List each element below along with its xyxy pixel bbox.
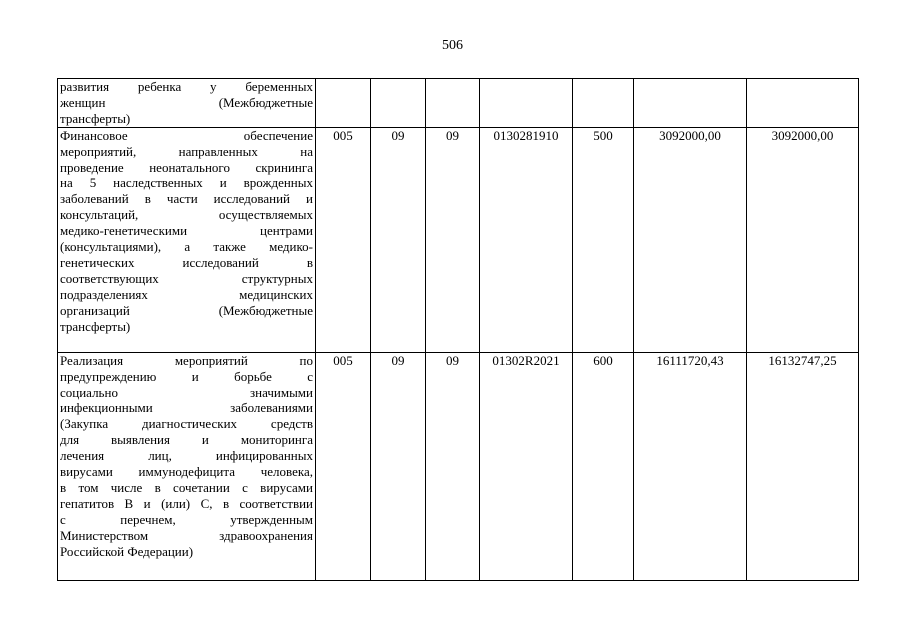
subsection-code: 09 <box>426 127 480 352</box>
budget-table <box>57 78 859 581</box>
expense-type-code <box>573 79 634 128</box>
description-line: консультаций, осуществляемых <box>60 207 313 223</box>
section-code: 09 <box>371 352 426 580</box>
description-line: развития ребенка у беременных <box>60 79 313 94</box>
description-line: вирусами иммунодефицита человека, <box>60 464 313 480</box>
description-line: лечения лиц, инфицированных <box>60 448 313 464</box>
table-row <box>58 352 859 580</box>
target-article-code: 0130281910 <box>480 127 573 352</box>
description-line: мероприятий, направленных на <box>60 143 313 159</box>
description-line: социально значимыми <box>60 384 313 400</box>
expense-description <box>58 352 316 580</box>
description-line: инфекционными заболеваниями <box>60 400 313 416</box>
description-line: в том числе в сочетании с вирусами <box>60 479 313 495</box>
ministry-code: 005 <box>316 352 371 580</box>
description-line: Реализация мероприятий по <box>60 352 313 368</box>
description-line: гепатитов В и (или) С, в соответствии <box>60 495 313 511</box>
page-number: 506 <box>442 38 463 53</box>
subsection-code: 09 <box>426 352 480 580</box>
description-line: соответствующих структурных <box>60 270 313 286</box>
amount-year1: 3092000,00 <box>634 127 747 352</box>
description-line: (консультациями), а также медико- <box>60 239 313 255</box>
expense-description <box>58 79 316 128</box>
amount-year1 <box>634 79 747 128</box>
table-row <box>58 79 859 128</box>
amount-year1: 16111720,43 <box>634 352 747 580</box>
description-line: Российской Федерации) <box>60 543 194 559</box>
description-line: трансферты) <box>60 318 131 334</box>
amount-year2 <box>747 79 859 128</box>
description-line: для выявления и мониторинга <box>60 432 313 448</box>
description-line: предупреждению и борьбе с <box>60 368 313 384</box>
subsection-code <box>426 79 480 128</box>
description-line: заболеваний в части исследований и <box>60 191 313 207</box>
expense-description <box>58 127 316 352</box>
description-line: трансферты) <box>60 110 131 126</box>
ministry-code: 005 <box>316 127 371 352</box>
amount-year2: 16132747,25 <box>747 352 859 580</box>
description-line: генетических исследований в <box>60 254 313 270</box>
description-line: организаций (Межбюджетные <box>60 302 313 318</box>
table-body <box>58 79 859 581</box>
description-line: на 5 наследственных и врожденных <box>60 175 313 191</box>
target-article-code <box>480 79 573 128</box>
description-line: Министерством здравоохранения <box>60 527 313 543</box>
description-line: подразделениях медицинских <box>60 286 313 302</box>
section-code <box>371 79 426 128</box>
description-line: медико-генетическими центрами <box>60 223 313 239</box>
amount-year2: 3092000,00 <box>747 127 859 352</box>
expense-type-code: 500 <box>573 127 634 352</box>
description-line: с перечнем, утвержденным <box>60 511 313 527</box>
description-line: Финансовое обеспечение <box>60 127 313 143</box>
target-article-code: 01302R2021 <box>480 352 573 580</box>
description-line: (Закупка диагностических средств <box>60 416 313 432</box>
ministry-code <box>316 79 371 128</box>
description-line: женщин (Межбюджетные <box>60 94 313 110</box>
expense-type-code: 600 <box>573 352 634 580</box>
description-line: проведение неонатального скрининга <box>60 159 313 175</box>
table-row <box>58 127 859 352</box>
section-code: 09 <box>371 127 426 352</box>
